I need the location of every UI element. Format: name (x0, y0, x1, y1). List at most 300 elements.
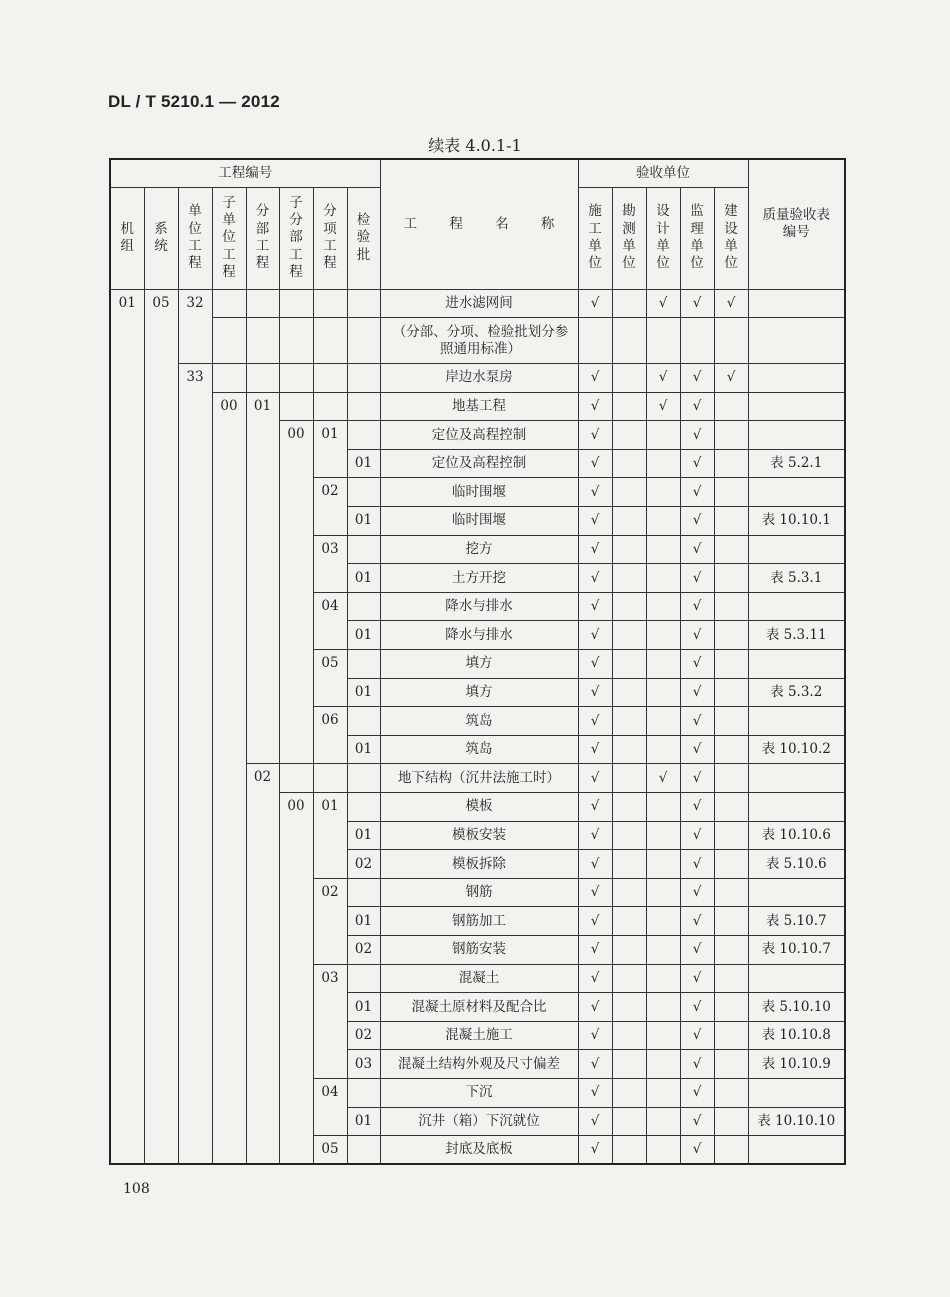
cell-item (313, 364, 347, 393)
cell-quality-form: 表 10.10.10 (748, 1107, 845, 1136)
cell-project-name: 岸边水泵房 (380, 364, 578, 393)
cell-supervision-check: √ (680, 1136, 714, 1165)
header-quality-form: 质量验收表编号 (748, 159, 845, 289)
cell-owner-check: √ (714, 364, 748, 393)
cell-owner-check (714, 764, 748, 793)
cell-project-name: 填方 (380, 650, 578, 679)
cell-construction-check: √ (578, 993, 612, 1022)
cell-supervision-check: √ (680, 993, 714, 1022)
cell-project-name: 沉井（箱）下沉就位 (380, 1107, 578, 1136)
cell-construction-check: √ (578, 592, 612, 621)
cell-item (313, 764, 347, 793)
cell-sub-division: 00 (279, 421, 313, 764)
cell-survey-check (612, 621, 646, 650)
cell-design-check (646, 507, 680, 536)
cell-inspection-lot (347, 392, 380, 421)
cell-construction-check: √ (578, 793, 612, 822)
cell-survey-check (612, 1078, 646, 1107)
cell-division (246, 364, 279, 393)
cell-design-check (646, 993, 680, 1022)
cell-design-check (646, 678, 680, 707)
cell-survey-check (612, 507, 646, 536)
header-sub-division-project: 子分部工程 (279, 187, 313, 289)
cell-supervision-check: √ (680, 1107, 714, 1136)
cell-project-name: 筑岛 (380, 707, 578, 736)
cell-unit-project: 33 (178, 364, 212, 1165)
cell-owner-check (714, 621, 748, 650)
header-unit: 机组 (110, 187, 144, 289)
cell-project-name: 钢筋安装 (380, 935, 578, 964)
cell-quality-form: 表 10.10.9 (748, 1050, 845, 1079)
cell-owner-check (714, 1078, 748, 1107)
cell-owner-check (714, 850, 748, 879)
cell-design-check (646, 449, 680, 478)
cell-owner-check (714, 964, 748, 993)
cell-inspection-lot: 02 (347, 1021, 380, 1050)
cell-sub-division (279, 318, 313, 364)
cell-project-name: 封底及底板 (380, 1136, 578, 1165)
cell-inspection-lot: 01 (347, 678, 380, 707)
cell-quality-form: 表 5.2.1 (748, 449, 845, 478)
cell-survey-check (612, 993, 646, 1022)
cell-design-check (646, 564, 680, 593)
cell-construction-check: √ (578, 878, 612, 907)
cell-sub-division (279, 392, 313, 421)
cell-design-check (646, 1107, 680, 1136)
cell-inspection-lot (347, 421, 380, 450)
cell-survey-check (612, 907, 646, 936)
cell-project-name: 土方开挖 (380, 564, 578, 593)
header-sub-unit-project: 子单位工程 (212, 187, 246, 289)
cell-sub-division (279, 364, 313, 393)
cell-quality-form: 表 10.10.6 (748, 821, 845, 850)
cell-owner-check (714, 421, 748, 450)
cell-owner-check (714, 793, 748, 822)
cell-quality-form (748, 650, 845, 679)
cell-sub-division: 00 (279, 793, 313, 1165)
cell-quality-form (748, 535, 845, 564)
cell-project-name: 临时围堰 (380, 478, 578, 507)
cell-sub-division (279, 289, 313, 318)
cell-construction-check: √ (578, 907, 612, 936)
cell-inspection-lot: 01 (347, 621, 380, 650)
cell-survey-check (612, 1107, 646, 1136)
cell-project-name: 地基工程 (380, 392, 578, 421)
cell-item (313, 318, 347, 364)
cell-survey-check (612, 964, 646, 993)
cell-design-check (646, 907, 680, 936)
cell-survey-check (612, 318, 646, 364)
table-title: 续表 4.0.1-1 (428, 136, 522, 155)
cell-construction-check: √ (578, 507, 612, 536)
cell-owner-check (714, 318, 748, 364)
cell-inspection-lot: 01 (347, 564, 380, 593)
cell-supervision-check: √ (680, 1050, 714, 1079)
table-row (110, 364, 845, 393)
cell-project-name: 模板 (380, 793, 578, 822)
cell-quality-form (748, 707, 845, 736)
cell-construction-check: √ (578, 850, 612, 879)
cell-owner-check (714, 478, 748, 507)
header-supervision: 监理单位 (680, 187, 714, 289)
cell-construction-check (578, 318, 612, 364)
cell-project-name: 进水滤网间 (380, 289, 578, 318)
cell-inspection-lot: 02 (347, 850, 380, 879)
cell-supervision-check: √ (680, 650, 714, 679)
cell-supervision-check: √ (680, 907, 714, 936)
cell-project-name: 下沉 (380, 1078, 578, 1107)
cell-design-check (646, 318, 680, 364)
cell-construction-check: √ (578, 1021, 612, 1050)
cell-inspection-lot (347, 364, 380, 393)
cell-survey-check (612, 821, 646, 850)
cell-quality-form (748, 878, 845, 907)
cell-item: 04 (313, 592, 347, 649)
cell-design-check (646, 793, 680, 822)
cell-construction-check: √ (578, 678, 612, 707)
cell-project-name: 混凝土 (380, 964, 578, 993)
cell-owner-check (714, 592, 748, 621)
cell-quality-form (748, 793, 845, 822)
cell-survey-check (612, 392, 646, 421)
cell-owner-check (714, 735, 748, 764)
cell-item: 05 (313, 1136, 347, 1165)
cell-project-name: 地下结构（沉井法施工时） (380, 764, 578, 793)
cell-design-check (646, 935, 680, 964)
cell-sub-unit: 00 (212, 392, 246, 1164)
cell-quality-form: 表 10.10.2 (748, 735, 845, 764)
cell-quality-form: 表 10.10.1 (748, 507, 845, 536)
cell-supervision-check: √ (680, 935, 714, 964)
cell-survey-check (612, 735, 646, 764)
cell-design-check (646, 1136, 680, 1165)
cell-owner-check (714, 821, 748, 850)
cell-division: 02 (246, 764, 279, 1164)
cell-survey-check (612, 289, 646, 318)
cell-unit: 01 (110, 289, 144, 1164)
cell-project-name: 混凝土结构外观及尺寸偏差 (380, 1050, 578, 1079)
cell-owner-check (714, 449, 748, 478)
cell-quality-form: 表 5.3.1 (748, 564, 845, 593)
cell-inspection-lot (347, 592, 380, 621)
cell-inspection-lot: 01 (347, 449, 380, 478)
cell-construction-check: √ (578, 449, 612, 478)
cell-construction-check: √ (578, 1136, 612, 1165)
cell-item (313, 289, 347, 318)
cell-construction-check: √ (578, 392, 612, 421)
cell-inspection-lot (347, 1136, 380, 1165)
table-row (110, 392, 845, 421)
cell-owner-check (714, 564, 748, 593)
cell-owner-check (714, 650, 748, 679)
cell-survey-check (612, 564, 646, 593)
header-owner: 建设单位 (714, 187, 748, 289)
cell-quality-form: 表 10.10.7 (748, 935, 845, 964)
header-group-acceptance: 验收单位 (578, 159, 748, 187)
standard-code: DL / T 5210.1 — 2012 (108, 92, 280, 111)
cell-construction-check: √ (578, 707, 612, 736)
cell-supervision-check: √ (680, 392, 714, 421)
cell-survey-check (612, 421, 646, 450)
header-design: 设计单位 (646, 187, 680, 289)
cell-item: 05 (313, 650, 347, 707)
cell-survey-check (612, 364, 646, 393)
cell-design-check (646, 535, 680, 564)
cell-supervision-check: √ (680, 289, 714, 318)
cell-item: 02 (313, 878, 347, 964)
cell-project-name: 模板安装 (380, 821, 578, 850)
cell-project-name: 混凝土原材料及配合比 (380, 993, 578, 1022)
cell-project-name: 降水与排水 (380, 592, 578, 621)
cell-survey-check (612, 707, 646, 736)
cell-supervision-check: √ (680, 707, 714, 736)
cell-construction-check: √ (578, 564, 612, 593)
cell-supervision-check: √ (680, 564, 714, 593)
cell-design-check (646, 878, 680, 907)
cell-construction-check: √ (578, 650, 612, 679)
cell-project-name: 筑岛 (380, 735, 578, 764)
cell-construction-check: √ (578, 1107, 612, 1136)
cell-supervision-check: √ (680, 507, 714, 536)
cell-design-check: √ (646, 289, 680, 318)
header-construction: 施工单位 (578, 187, 612, 289)
cell-item: 04 (313, 1078, 347, 1135)
cell-supervision-check: √ (680, 478, 714, 507)
cell-division (246, 289, 279, 318)
cell-owner-check (714, 678, 748, 707)
cell-supervision-check: √ (680, 364, 714, 393)
cell-survey-check (612, 1136, 646, 1165)
cell-inspection-lot (347, 289, 380, 318)
cell-sub-unit (212, 364, 246, 393)
cell-quality-form (748, 1078, 845, 1107)
cell-supervision-check: √ (680, 850, 714, 879)
cell-design-check (646, 1050, 680, 1079)
cell-quality-form (748, 289, 845, 318)
cell-owner-check (714, 392, 748, 421)
cell-division (246, 318, 279, 364)
cell-owner-check (714, 535, 748, 564)
cell-inspection-lot (347, 318, 380, 364)
cell-design-check (646, 964, 680, 993)
cell-project-name: 混凝土施工 (380, 1021, 578, 1050)
cell-supervision-check: √ (680, 1021, 714, 1050)
cell-supervision-check: √ (680, 592, 714, 621)
cell-supervision-check (680, 318, 714, 364)
cell-quality-form (748, 364, 845, 393)
cell-survey-check (612, 878, 646, 907)
cell-inspection-lot: 01 (347, 1107, 380, 1136)
cell-supervision-check: √ (680, 678, 714, 707)
cell-survey-check (612, 592, 646, 621)
cell-design-check (646, 592, 680, 621)
cell-project-name: 模板拆除 (380, 850, 578, 879)
cell-design-check (646, 850, 680, 879)
cell-design-check (646, 421, 680, 450)
page-number: 108 (123, 1181, 150, 1197)
cell-inspection-lot: 01 (347, 907, 380, 936)
table-row (110, 318, 845, 364)
cell-inspection-lot: 01 (347, 993, 380, 1022)
cell-quality-form (748, 478, 845, 507)
cell-survey-check (612, 678, 646, 707)
cell-inspection-lot: 01 (347, 507, 380, 536)
cell-supervision-check: √ (680, 821, 714, 850)
cell-quality-form: 表 5.10.6 (748, 850, 845, 879)
cell-project-name: 降水与排水 (380, 621, 578, 650)
cell-supervision-check: √ (680, 621, 714, 650)
cell-survey-check (612, 850, 646, 879)
cell-project-name: 临时围堰 (380, 507, 578, 536)
cell-survey-check (612, 535, 646, 564)
cell-inspection-lot: 01 (347, 821, 380, 850)
cell-project-name: （分部、分项、检验批划分参照通用标准） (380, 318, 578, 364)
cell-quality-form (748, 764, 845, 793)
cell-survey-check (612, 449, 646, 478)
cell-construction-check: √ (578, 535, 612, 564)
cell-design-check (646, 1021, 680, 1050)
cell-project-name: 定位及高程控制 (380, 421, 578, 450)
cell-construction-check: √ (578, 364, 612, 393)
cell-quality-form (748, 592, 845, 621)
cell-construction-check: √ (578, 764, 612, 793)
cell-item: 03 (313, 535, 347, 592)
cell-division: 01 (246, 392, 279, 764)
cell-survey-check (612, 650, 646, 679)
cell-design-check (646, 478, 680, 507)
cell-quality-form (748, 421, 845, 450)
cell-quality-form (748, 964, 845, 993)
cell-quality-form (748, 392, 845, 421)
cell-quality-form: 表 10.10.8 (748, 1021, 845, 1050)
cell-design-check: √ (646, 392, 680, 421)
cell-owner-check (714, 1050, 748, 1079)
cell-survey-check (612, 793, 646, 822)
cell-construction-check: √ (578, 289, 612, 318)
cell-item: 01 (313, 793, 347, 879)
cell-owner-check: √ (714, 289, 748, 318)
cell-construction-check: √ (578, 735, 612, 764)
cell-construction-check: √ (578, 1050, 612, 1079)
cell-system: 05 (144, 289, 178, 1164)
cell-design-check (646, 1078, 680, 1107)
cell-project-name: 填方 (380, 678, 578, 707)
table-row (110, 289, 845, 318)
acceptance-table (109, 158, 846, 1165)
cell-construction-check: √ (578, 964, 612, 993)
cell-item: 01 (313, 421, 347, 478)
cell-design-check (646, 735, 680, 764)
cell-item (313, 392, 347, 421)
cell-inspection-lot (347, 793, 380, 822)
cell-inspection-lot (347, 707, 380, 736)
cell-sub-unit (212, 318, 246, 364)
cell-construction-check: √ (578, 821, 612, 850)
cell-survey-check (612, 478, 646, 507)
cell-project-name: 挖方 (380, 535, 578, 564)
cell-construction-check: √ (578, 478, 612, 507)
cell-owner-check (714, 1107, 748, 1136)
header-unit-project: 单位工程 (178, 187, 212, 289)
cell-item: 03 (313, 964, 347, 1078)
cell-owner-check (714, 1136, 748, 1165)
cell-owner-check (714, 935, 748, 964)
cell-quality-form: 表 5.3.11 (748, 621, 845, 650)
cell-construction-check: √ (578, 1078, 612, 1107)
cell-project-name: 钢筋加工 (380, 907, 578, 936)
cell-inspection-lot (347, 535, 380, 564)
cell-inspection-lot: 03 (347, 1050, 380, 1079)
header-system: 系统 (144, 187, 178, 289)
cell-sub-unit (212, 289, 246, 318)
cell-owner-check (714, 993, 748, 1022)
cell-inspection-lot: 02 (347, 935, 380, 964)
cell-design-check: √ (646, 764, 680, 793)
cell-survey-check (612, 1021, 646, 1050)
cell-construction-check: √ (578, 621, 612, 650)
cell-owner-check (714, 507, 748, 536)
cell-inspection-lot: 01 (347, 735, 380, 764)
cell-supervision-check: √ (680, 793, 714, 822)
cell-item: 02 (313, 478, 347, 535)
cell-quality-form: 表 5.3.2 (748, 678, 845, 707)
cell-survey-check (612, 1050, 646, 1079)
cell-owner-check (714, 1021, 748, 1050)
cell-quality-form: 表 5.10.10 (748, 993, 845, 1022)
cell-supervision-check: √ (680, 764, 714, 793)
header-inspection-lot: 检验批 (347, 187, 380, 289)
cell-owner-check (714, 707, 748, 736)
header-division-project: 分部工程 (246, 187, 279, 289)
cell-supervision-check: √ (680, 535, 714, 564)
cell-unit-project: 32 (178, 289, 212, 364)
cell-inspection-lot (347, 478, 380, 507)
header-project-name: 工 程 名 称 (380, 159, 578, 289)
cell-owner-check (714, 878, 748, 907)
cell-inspection-lot (347, 650, 380, 679)
cell-design-check (646, 707, 680, 736)
cell-project-name: 钢筋 (380, 878, 578, 907)
cell-construction-check: √ (578, 935, 612, 964)
cell-construction-check: √ (578, 421, 612, 450)
cell-project-name: 定位及高程控制 (380, 449, 578, 478)
cell-supervision-check: √ (680, 878, 714, 907)
cell-design-check (646, 621, 680, 650)
cell-owner-check (714, 907, 748, 936)
cell-quality-form (748, 318, 845, 364)
cell-supervision-check: √ (680, 421, 714, 450)
cell-supervision-check: √ (680, 964, 714, 993)
cell-inspection-lot (347, 1078, 380, 1107)
cell-design-check: √ (646, 364, 680, 393)
header-survey: 勘测单位 (612, 187, 646, 289)
cell-inspection-lot (347, 764, 380, 793)
header-group-code: 工程编号 (110, 159, 380, 187)
cell-inspection-lot (347, 964, 380, 993)
cell-survey-check (612, 935, 646, 964)
cell-sub-division (279, 764, 313, 793)
cell-supervision-check: √ (680, 735, 714, 764)
cell-inspection-lot (347, 878, 380, 907)
cell-supervision-check: √ (680, 1078, 714, 1107)
cell-design-check (646, 821, 680, 850)
cell-design-check (646, 650, 680, 679)
cell-quality-form (748, 1136, 845, 1165)
cell-quality-form: 表 5.10.7 (748, 907, 845, 936)
cell-item: 06 (313, 707, 347, 764)
header-item-project: 分项工程 (313, 187, 347, 289)
cell-survey-check (612, 764, 646, 793)
